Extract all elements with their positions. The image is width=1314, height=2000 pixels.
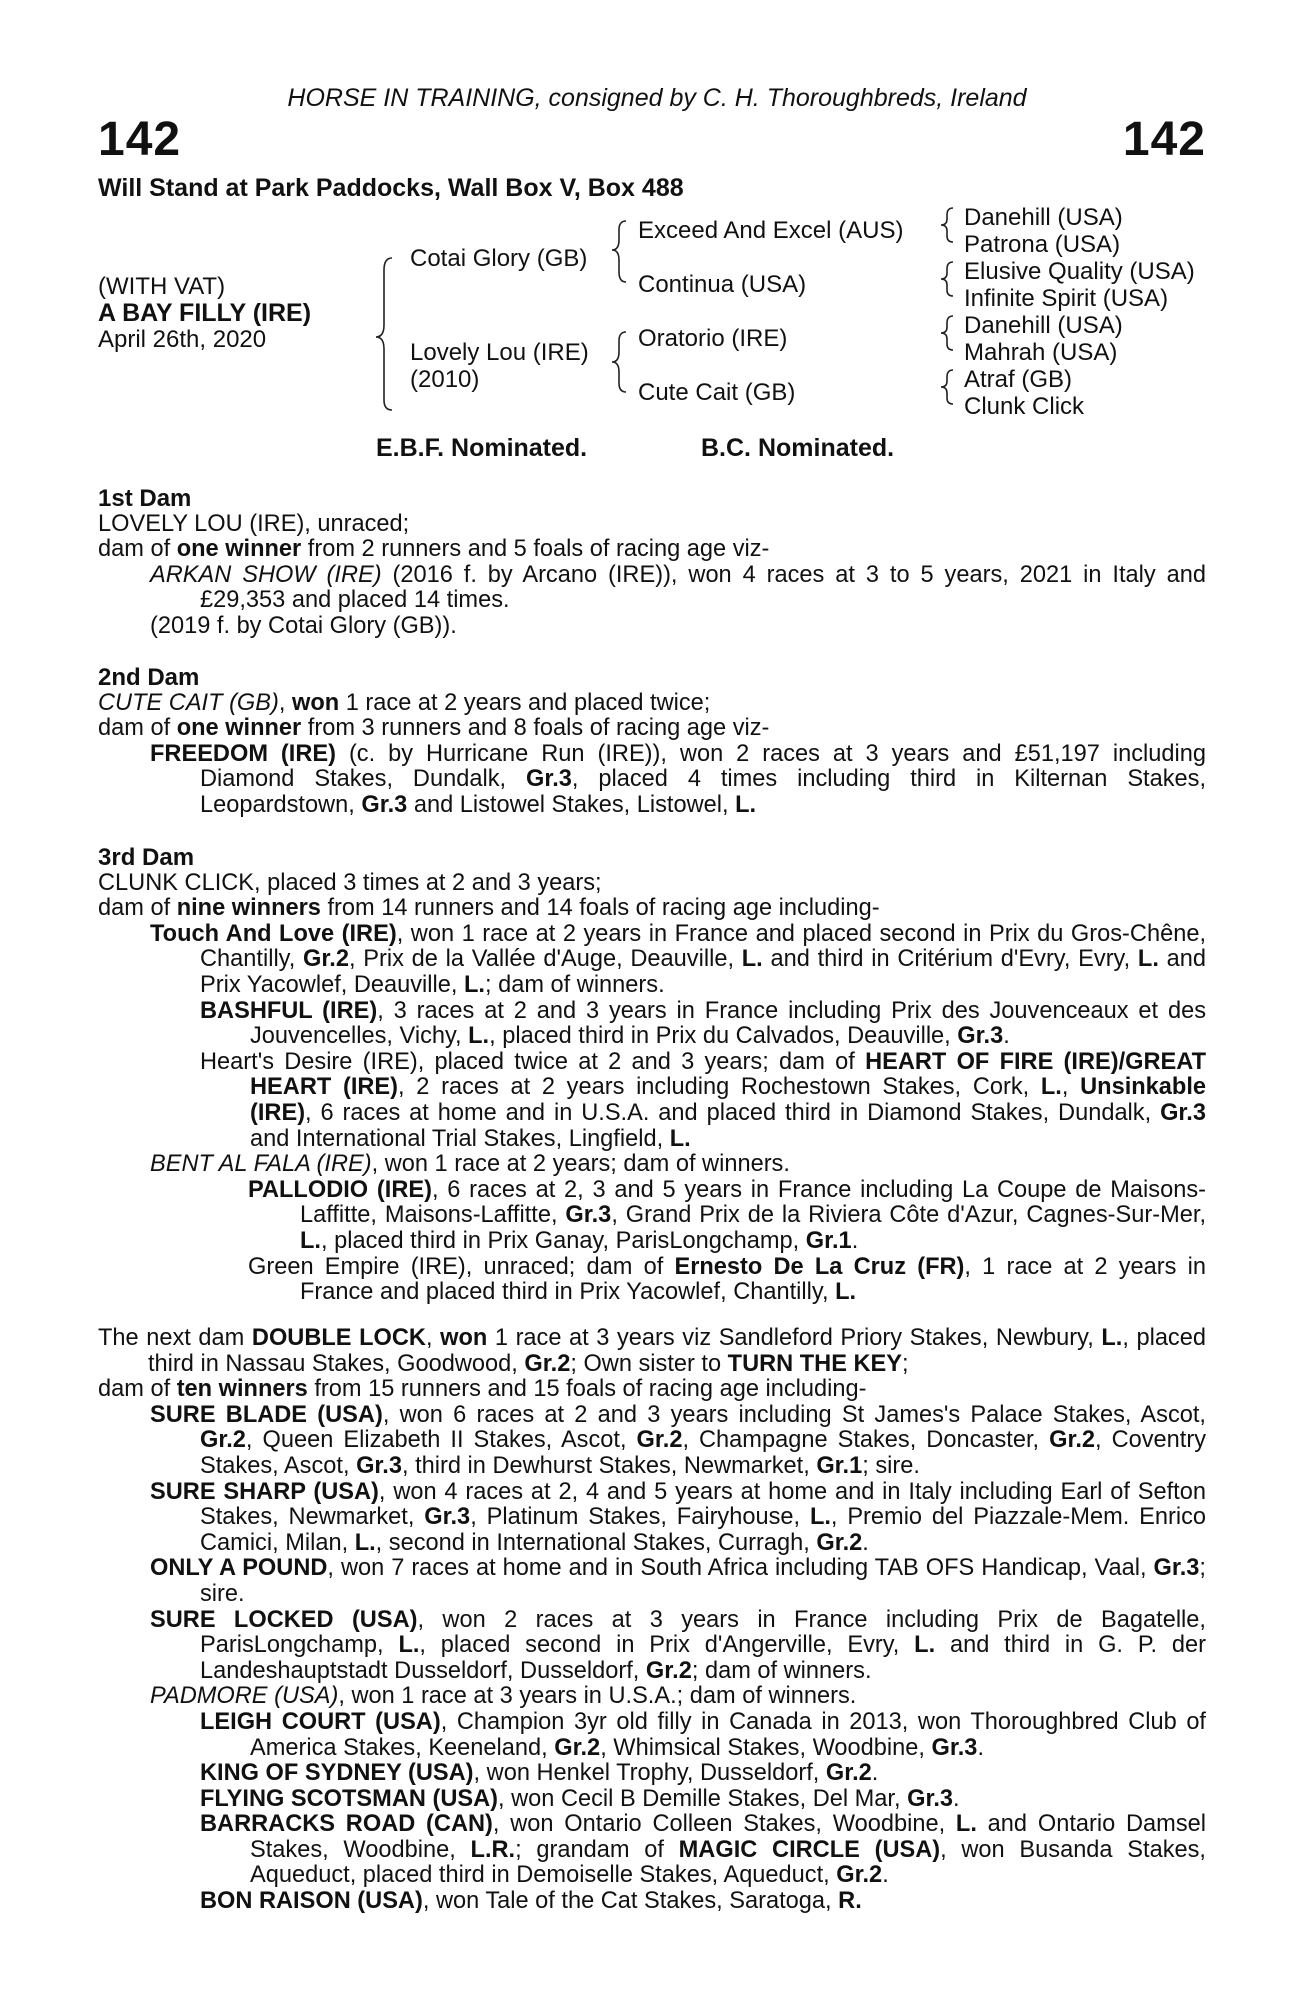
bon-raison-entry: BON RAISON (USA), won Tale of the Cat Stakes, Saratoga, R. xyxy=(200,1888,862,1915)
next-dam-produce-summary: dam of ten winners from 15 runners and 15 foals of racing age including- xyxy=(98,1376,867,1403)
sure-sharp-entry: SURE SHARP (USA), won 4 races at 2, 4 and 5 years at home and in Italy including Earl of Sefton Stakes, Newmarket, Gr.3, Platinum Stakes, Fairyhouse, L., Premio del Piazzale-Mem. Enrico Camici, Milan, L., second in International Stakes, Curragh, Gr.2. xyxy=(150,1478,1207,1556)
pallodio-entry: PALLODIO (IRE), 6 races at 2, 3 and 5 years in France including La Coupe de Maisons-Laffitte, Maisons-Laffitte, Gr.3, Grand Prix de la Riviera Côte d'Azur, Cagnes-Sur-Mer, L., placed third in Prix Ganay, ParisLongchamp, Gr.1. xyxy=(248,1176,1206,1254)
first-dam-produce-summary: dam of one winner from 2 runners and 5 foals of racing age viz- xyxy=(98,536,770,563)
freedom-entry: FREEDOM (IRE) (c. by Hurricane Run (IRE)), won 2 races at 3 years and £51,197 including Diamond Stakes, Dundalk, Gr.3, placed 4 times including third in Kilternan Stakes, Leopardstown, Gr.3 and Listowel Stakes, Listowel, L. xyxy=(150,740,1206,818)
flying-scotsman-entry: FLYING SCOTSMAN (USA), won Cecil B Demille Stakes, Del Mar, Gr.3. xyxy=(200,1785,960,1812)
first-dam-line: LOVELY LOU (IRE), unraced; xyxy=(98,510,410,537)
arkan-show-entry: ARKAN SHOW (IRE) (2016 f. by Arcano (IRE)), won 4 races at 3 to 5 years, 2021 in Italy and £29,353 and placed 14 times. xyxy=(150,561,1206,614)
foaling-date: April 26th, 2020 xyxy=(98,326,267,353)
dam: Lovely Lou (IRE) xyxy=(410,339,589,366)
only-a-pound-entry: ONLY A POUND, won 7 races at home and in South Africa including TAB OFS Handicap, Vaal, Gr.3; sire. xyxy=(150,1555,1206,1607)
vat-note: (WITH VAT) xyxy=(98,273,226,300)
gen3-5: Danehill (USA) xyxy=(964,312,1123,339)
second-dam-heading: 2nd Dam xyxy=(98,664,200,691)
third-dam-produce-summary: dam of nine winners from 14 runners and 14 foals of racing age including- xyxy=(98,895,880,922)
dam-sire: Oratorio (IRE) xyxy=(638,325,788,352)
second-dam-produce-summary: dam of one winner from 3 runners and 8 foals of racing age viz- xyxy=(98,715,770,742)
bashful-entry: BASHFUL (IRE), 3 races at 2 and 3 years in France including Prix des Jouvenceaux et des Jouvencelles, Vichy, L., placed third in Prix du Calvados, Deauville, Gr.3. xyxy=(200,997,1206,1050)
third-dam-heading: 3rd Dam xyxy=(98,844,195,871)
lot-number-right: 142 xyxy=(1122,113,1206,166)
sire-dam: Continua (USA) xyxy=(638,271,807,298)
gen3-1: Danehill (USA) xyxy=(964,204,1123,231)
second-dam-line: CUTE CAIT (GB), won 1 race at 2 years and placed twice; xyxy=(98,689,711,716)
bent-al-fala-entry: BENT AL FALA (IRE), won 1 race at 2 years; dam of winners. xyxy=(150,1151,790,1178)
sire: Cotai Glory (GB) xyxy=(410,245,588,272)
lot-number-left: 142 xyxy=(98,113,182,166)
touch-and-love-entry: Touch And Love (IRE), won 1 race at 2 years in France and placed second in Prix du Gros-Chêne, Chantilly, Gr.2, Prix de la Vallée d'Auge, Deauville, L. and third in Critérium d'Evry, Evry, L. and Prix Yacowlef, Deauville, L.; dam of winners. xyxy=(150,920,1207,998)
second-dam-section xyxy=(98,665,1206,819)
barracks-road-entry: BARRACKS ROAD (CAN), won Ontario Colleen Stakes, Woodbine, L. and Ontario Damsel Stakes, Woodbine, L.R.; grandam of MAGIC CIRCLE (USA), won Busanda Stakes, Aqueduct, placed third in Demoiselle Stakes, Aqueduct, Gr.2. xyxy=(200,1811,1206,1889)
third-dam-line: CLUNK CLICK, placed 3 times at 2 and 3 years; xyxy=(98,869,602,896)
consignment-line: HORSE IN TRAINING, consigned by C. H. Thoroughbreds, Ireland xyxy=(287,84,1027,112)
gen3-3: Elusive Quality (USA) xyxy=(964,258,1195,285)
sure-locked-entry: SURE LOCKED (USA), won 2 races at 3 years in France including Prix de Bagatelle, ParisLongchamp, L., placed second in Prix d'Angerville, Evry, L. and third in G. P. der Landeshauptstadt Dusseldorf, Dusseldorf, Gr.2; dam of winners. xyxy=(150,1606,1207,1684)
foal-2019-entry: (2019 f. by Cotai Glory (GB)). xyxy=(150,612,457,639)
leigh-court-entry: LEIGH COURT (USA), Champion 3yr old filly in Canada in 2013, won Thoroughbred Club of America Stakes, Keeneland, Gr.2, Whimsical Stakes, Woodbine, Gr.3. xyxy=(200,1708,1206,1761)
dam-year: (2010) xyxy=(410,366,480,393)
third-dam-section xyxy=(98,845,1206,1306)
king-of-sydney-entry: KING OF SYDNEY (USA), won Henkel Trophy, Dusseldorf, Gr.2. xyxy=(200,1760,879,1787)
gen3-4: Infinite Spirit (USA) xyxy=(964,285,1169,312)
first-dam-heading: 1st Dam xyxy=(98,485,192,512)
gen3-7: Atraf (GB) xyxy=(964,366,1073,393)
bc-nomination: B.C. Nominated. xyxy=(701,434,895,462)
stand-location: Will Stand at Park Paddocks, Wall Box V, Box 488 xyxy=(98,174,684,202)
dam-dam: Cute Cait (GB) xyxy=(638,379,796,406)
hearts-desire-entry: Heart's Desire (IRE), placed twice at 2 and 3 years; dam of HEART OF FIRE (IRE)/GREAT HEART (IRE), 2 races at 2 years including Rochestown Stakes, Cork, L., Unsinkable (IRE), 6 races at home and in U.S.A. and placed third in Diamond Stakes, Dundalk, Gr.3 and International Trial Stakes, Lingfield, L. xyxy=(200,1048,1206,1152)
next-dam-section xyxy=(98,1326,1206,1915)
sure-blade-entry: SURE BLADE (USA), won 6 races at 2 and 3 years including St James's Palace Stakes, Ascot, Gr.2, Queen Elizabeth II Stakes, Ascot, Gr.2, Champagne Stakes, Doncaster, Gr.2, Coventry Stakes, Ascot, Gr.3, third in Dewhurst Stakes, Newmarket, Gr.1; sire. xyxy=(150,1401,1206,1479)
padmore-entry: PADMORE (USA), won 1 race at 3 years in U.S.A.; dam of winners. xyxy=(150,1683,857,1710)
ebf-nomination: E.B.F. Nominated. xyxy=(376,434,588,462)
horse-name: A BAY FILLY (IRE) xyxy=(98,299,312,327)
next-dam-line: The next dam DOUBLE LOCK, won 1 race at 3 years viz Sandleford Priory Stakes, Newbury, L., placed third in Nassau Stakes, Goodwood, Gr.2; Own sister to TURN THE KEY; xyxy=(98,1325,1206,1377)
sire-sire: Exceed And Excel (AUS) xyxy=(638,217,904,244)
first-dam-section xyxy=(98,486,1206,640)
green-empire-entry: Green Empire (IRE), unraced; dam of Ernesto De La Cruz (FR), 1 race at 2 years in France and placed third in Prix Yacowlef, Chantilly, L. xyxy=(248,1253,1206,1306)
gen3-6: Mahrah (USA) xyxy=(964,339,1118,366)
gen3-2: Patrona (USA) xyxy=(964,231,1121,258)
gen3-8: Clunk Click xyxy=(964,393,1085,420)
